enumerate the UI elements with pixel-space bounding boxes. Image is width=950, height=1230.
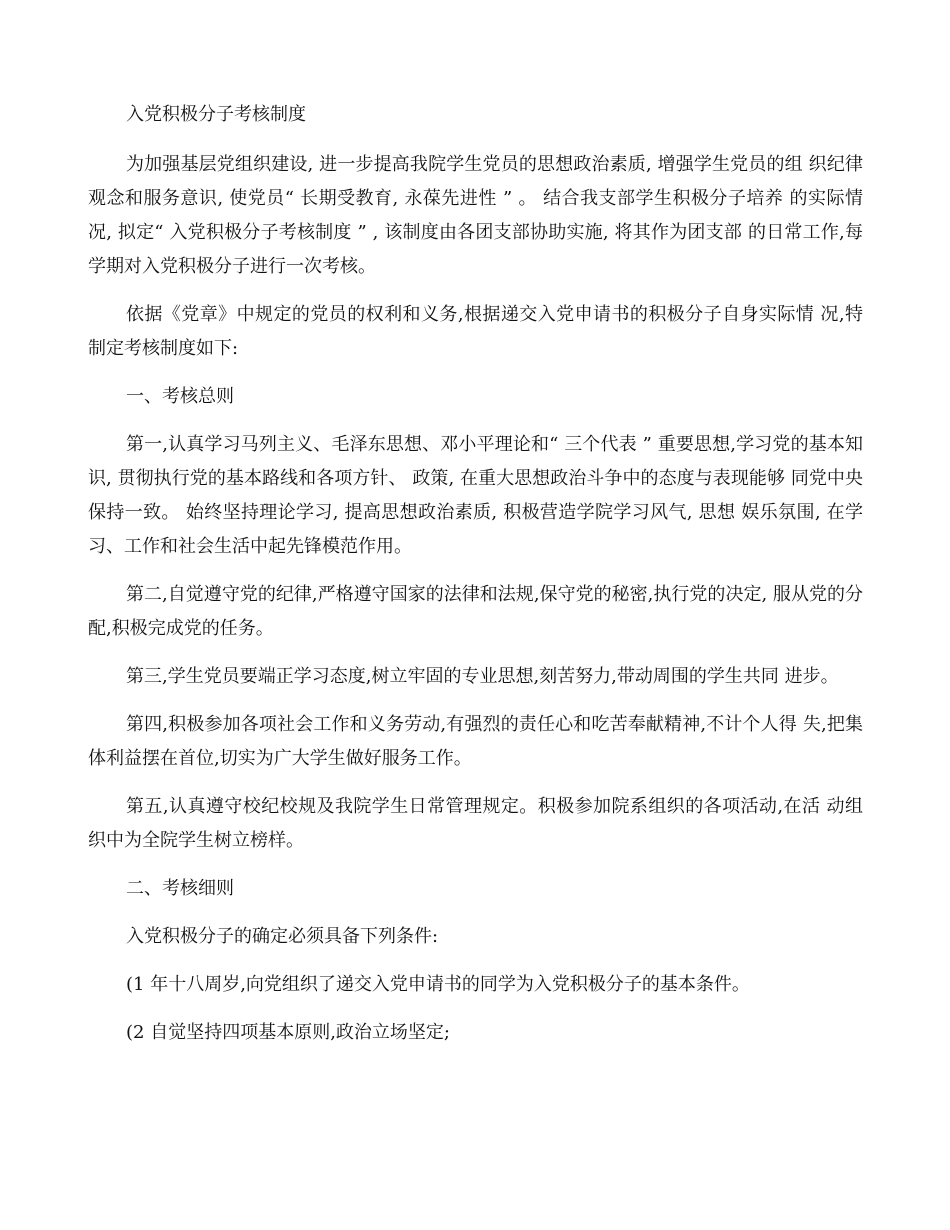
paragraph-conditions-intro: 入党积极分子的确定必须具备下列条件: [126,926,439,947]
paragraph-rule-2: 第二,自觉遵守党的纪律,严格遵守国家的法律和法规,保守党的秘密,执行党的决定, 服从党的分配,积极完成党的任务。 [88,584,863,639]
section-heading-general: 一、考核总则 [126,386,234,407]
paragraph-rule-4: 第四,积极参加各项社会工作和义务劳动,有强烈的责任心和吃苦奉献精神,不计个人得 失,把集体利益摆在首位,切实为广大学生做好服务工作。 [88,714,863,769]
paragraph-rule-3: 第三,学生党员要端正学习态度,树立牢固的专业思想,刻苦努力,带动周围的学生共同 进步。 [126,666,839,687]
paragraph-condition-1: (1 年十八周岁,向党组织了递交入党申请书的同学为入党积极分子的基本条件。 [126,974,750,995]
paragraph-condition-2: (2 自觉坚持四项基本原则,政治立场坚定; [126,1022,450,1043]
paragraph-rule-5: 第五,认真遵守校纪校规及我院学生日常管理规定。积极参加院系组织的各项活动,在活 动组织中为全院学生树立榜样。 [88,796,863,851]
paragraph-rule-1: 第一,认真学习马列主义、毛泽东思想、邓小平理论和“ 三个代表 ” 重要思想,学习党的基本知识, 贯彻执行党的基本路线和各项方针、 政策, 在重大思想政治斗争中的态度与表现能够 同党中央保持一致。 始终坚持理论学习, 提高思想政治素质, 积极营造学院学习风气, 思想 娱乐氛围, 在学习、工作和社会生活中起先锋模范作用。 [88,434,863,557]
document-body [88,98,863,1064]
paragraph-basis: 依据《党章》中规定的党员的权利和义务,根据递交入党申请书的积极分子自身实际情 况,特制定考核制度如下: [88,304,863,359]
document-title: 入党积极分子考核制度 [126,104,306,125]
section-heading-details: 二、考核细则 [126,878,234,899]
paragraph-intro: 为加强基层党组织建设, 进一步提高我院学生党员的思想政治素质, 增强学生党员的组 织纪律观念和服务意识, 使党员“ 长期受教育, 永葆先进性 ” 。 结合我支部学生积极分子培养 的实际情况, 拟定“ 入党积极分子考核制度 ” , 该制度由各团支部协助实施, 将其作为团支部 的日常工作,每学期对入党积极分子进行一次考核。 [88,154,863,277]
